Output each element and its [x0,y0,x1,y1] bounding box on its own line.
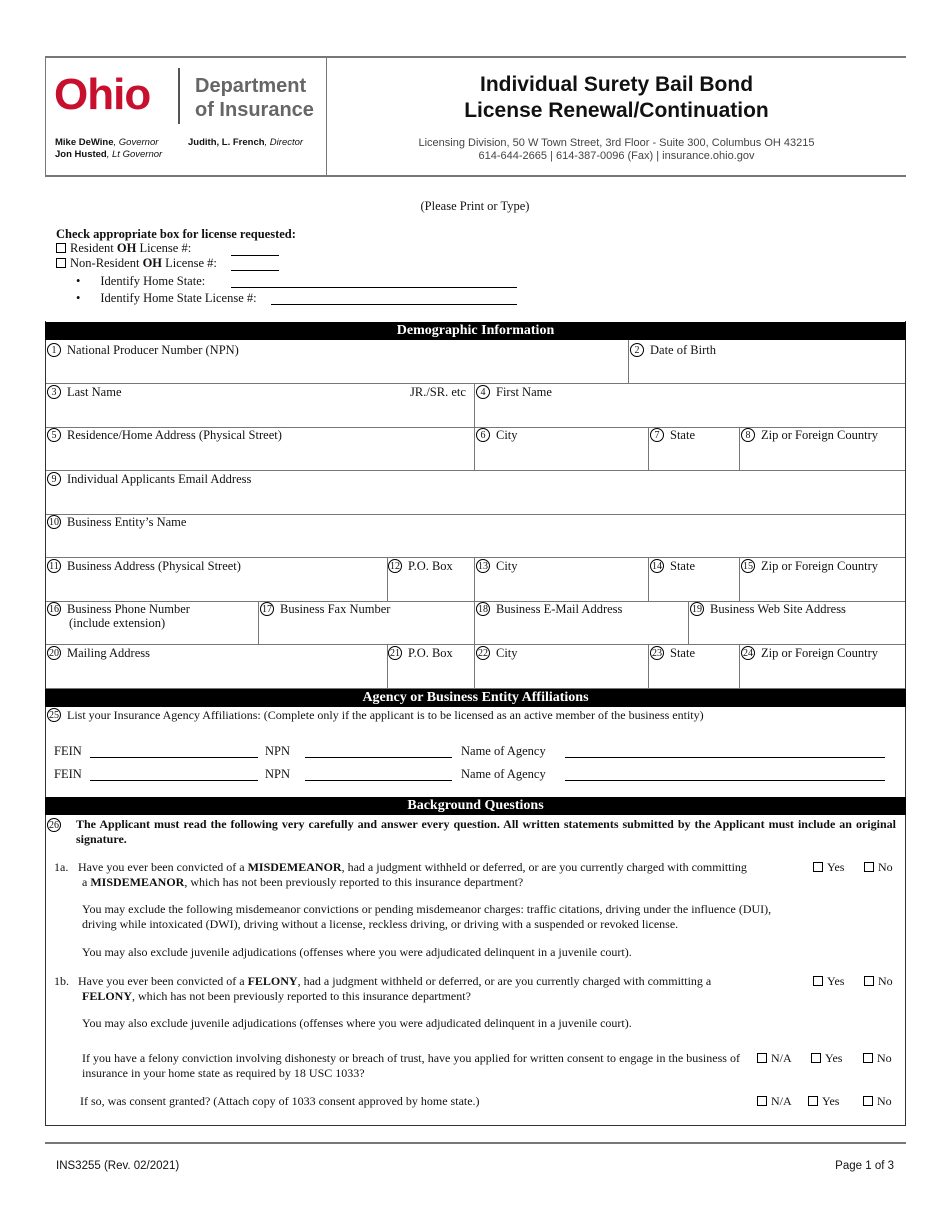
number-25-icon: 25 [49,710,59,721]
home-state-license-item: • Identify Home State License #: [76,291,257,305]
number-24-icon: 24 [743,648,753,659]
consent-na-checkbox[interactable] [757,1053,767,1063]
residence-city-field[interactable]: 6 City [476,428,518,442]
license-heading: Check appropriate box for license requested: [56,227,296,241]
number-7-icon: 7 [650,428,664,442]
granted-yes-option[interactable]: Yes [808,1094,839,1109]
number-8-icon: 8 [741,428,755,442]
number-11-icon: 11 [47,559,61,573]
mailing-po-box-field[interactable]: 21 P.O. Box [390,646,453,660]
q1a-no-checkbox[interactable] [864,862,874,872]
fein-field[interactable] [90,757,258,758]
juvenile-exclusion-note: You may also exclude juvenile adjudications (offenses where you were adjudicated delinquent in a juvenile court). [82,1016,632,1030]
number-5-icon: 5 [47,428,61,442]
granted-no-option[interactable]: No [863,1094,892,1109]
affiliations-header: Agency or Business Entity Affiliations [45,689,906,707]
consent-na-option[interactable]: N/A [757,1051,792,1066]
q1b-no-checkbox[interactable] [864,976,874,986]
number-13-icon: 13 [478,561,488,572]
number-1-icon: 1 [47,343,61,357]
q1a-yes-checkbox[interactable] [813,862,823,872]
residence-zip-field[interactable]: 8 Zip or Foreign Country [741,428,878,442]
granted-no-checkbox[interactable] [863,1096,873,1106]
business-address-field[interactable]: 11 Business Address (Physical Street) [47,559,241,573]
question-1a: Have you ever been convicted of a MISDEMEANOR, had a judgment withheld or deferred, or are you currently charged with committing a MISDEMEANOR, which has not been previously reported to this insurance department? [78,860,747,889]
number-17-icon: 17 [262,604,272,615]
juvenile-exclusion-note: You may also exclude juvenile adjudications (offenses where you were adjudicated delinquent in a juvenile court). [82,945,632,959]
form-title: Individual Surety Bail Bond License Renewal/Continuation [464,73,769,122]
residence-address-field[interactable]: 5 Residence/Home Address (Physical Street) [47,428,282,442]
resident-checkbox[interactable] [56,243,66,253]
background-intro: The Applicant must read the following very carefully and answer every question. All written statements submitted by the Applicant must include an original signature. [76,817,896,846]
resident-option: Resident OH License #: [56,241,191,256]
director: Judith, L. French, Director [188,137,304,148]
q1a-yes-option[interactable]: Yes [813,860,844,875]
email-field[interactable]: 9 Individual Applicants Email Address [47,472,251,486]
q1a-no-option[interactable]: No [864,860,893,875]
page-number: Page 1 of 3 [835,1160,894,1172]
question-1a-label: 1a. [54,860,69,874]
granted-yes-checkbox[interactable] [808,1096,818,1106]
question-1b-label: 1b. [54,974,69,988]
number-21-icon: 21 [390,648,400,659]
agency-label: Name of Agency [461,744,546,758]
npn-label: NPN [265,744,291,758]
number-12-icon: 12 [390,561,400,572]
home-state-field[interactable] [231,287,517,288]
consent-yes-checkbox[interactable] [811,1053,821,1063]
last-name-field[interactable]: 3 Last Name [47,385,122,399]
residence-state-field[interactable]: 7 State [650,428,695,442]
number-18-icon: 18 [478,604,488,615]
business-city-field[interactable]: 13 City [478,559,518,573]
department-name: Department of Insurance [195,75,314,121]
business-fax-field[interactable]: 17 Business Fax Number [262,602,391,616]
number-10-icon: 10 [49,517,59,528]
number-14-icon: 14 [652,561,662,572]
npn-label: NPN [265,767,291,781]
date-of-birth-field[interactable]: 2 Date of Birth [630,343,716,357]
number-15-icon: 15 [743,561,753,572]
business-phone-field[interactable]: 16 Business Phone Number (include extension) [49,602,190,630]
q1b-no-option[interactable]: No [864,974,893,989]
consent-question: If you have a felony conviction involving dishonesty or breach of trust, have you applied for written consent to engage in the business of insurance in your home state as required by 18 USC 1033? [82,1051,740,1080]
npn-affiliation-field[interactable] [305,780,452,781]
number-26-icon: 26 [49,820,59,831]
q1b-yes-checkbox[interactable] [813,976,823,986]
business-entity-name-field[interactable]: 10 Business Entity’s Name [49,515,187,529]
suffix-label: JR./SR. etc [410,385,466,399]
q1b-yes-option[interactable]: Yes [813,974,844,989]
number-2-icon: 2 [630,343,644,357]
nonresident-checkbox[interactable] [56,258,66,268]
consent-no-option[interactable]: No [863,1051,892,1066]
number-23-icon: 23 [652,648,662,659]
fein-label: FEIN [54,767,82,781]
first-name-field[interactable]: 4 First Name [476,385,552,399]
agency-name-field[interactable] [565,780,885,781]
office-contact: Licensing Division, 50 W Town Street, 3rd Floor - Suite 300, Columbus OH 43215 614-644-2665 | 614-387-0096 (Fax) | insurance.ohio.gov [418,137,815,162]
fein-field[interactable] [90,780,258,781]
business-state-field[interactable]: 14 State [652,559,695,573]
demographic-header: Demographic Information [45,322,906,340]
mailing-state-field[interactable]: 23 State [652,646,695,660]
agency-label: Name of Agency [461,767,546,781]
number-4-icon: 4 [476,385,490,399]
consent-no-checkbox[interactable] [863,1053,873,1063]
mailing-zip-field[interactable]: 24 Zip or Foreign Country [743,646,879,660]
number-9-icon: 9 [47,472,61,486]
fein-label: FEIN [54,744,82,758]
mailing-address-field[interactable]: 20 Mailing Address [49,646,150,660]
business-email-field[interactable]: 18 Business E-Mail Address [478,602,623,616]
granted-na-option[interactable]: N/A [757,1094,792,1109]
question-1b: Have you ever been convicted of a FELONY, had a judgment withheld or deferred, or are you currently charged with committing a FELONY, which has not been previously reported to this insurance department? [78,974,712,1003]
number-22-icon: 22 [478,648,488,659]
business-po-box-field[interactable]: 12 P.O. Box [390,559,453,573]
consent-granted-question: If so, was consent granted? (Attach copy of 1033 consent approved by home state.) [80,1094,480,1108]
business-zip-field[interactable]: 15 Zip or Foreign Country [743,559,879,573]
instruction-text: (Please Print or Type) [420,199,530,213]
number-20-icon: 20 [49,648,59,659]
npn-affiliation-field[interactable] [305,757,452,758]
resident-license-field[interactable] [231,255,279,256]
background-header: Background Questions [45,797,906,815]
granted-na-checkbox[interactable] [757,1096,767,1106]
ohio-logo: Ohio [54,70,151,119]
consent-yes-option[interactable]: Yes [811,1051,842,1066]
form-id: INS3255 (Rev. 02/2021) [56,1160,180,1172]
number-6-icon: 6 [476,428,490,442]
number-3-icon: 3 [47,385,61,399]
number-16-icon: 16 [49,604,59,615]
home-state-license-field[interactable] [271,304,517,305]
mailing-city-field[interactable]: 22 City [478,646,518,660]
nonresident-license-field[interactable] [231,270,279,271]
misdemeanor-exclusion-note: You may exclude the following misdemeanor convictions or pending misdemeanor charges: traffic citations, driving under the influence (DUI), driving while intoxicated (DWI), driving without a license, reckless driving, or driving with a suspended or revoked license. [82,902,772,931]
business-website-field[interactable]: 19 Business Web Site Address [692,602,846,616]
npn-field[interactable]: 1 National Producer Number (NPN) [47,343,239,357]
home-state-item: • Identify Home State: [76,274,206,288]
number-19-icon: 19 [692,604,702,615]
officials: Mike DeWine, Governor Jon Husted, Lt Governor [55,137,163,160]
agency-name-field[interactable] [565,757,885,758]
affiliations-instruction: 25 List your Insurance Agency Affiliations: (Complete only if the applicant is to be licensed as an active member of the business entity) [49,708,704,722]
nonresident-option: Non-Resident OH License #: [56,256,217,271]
